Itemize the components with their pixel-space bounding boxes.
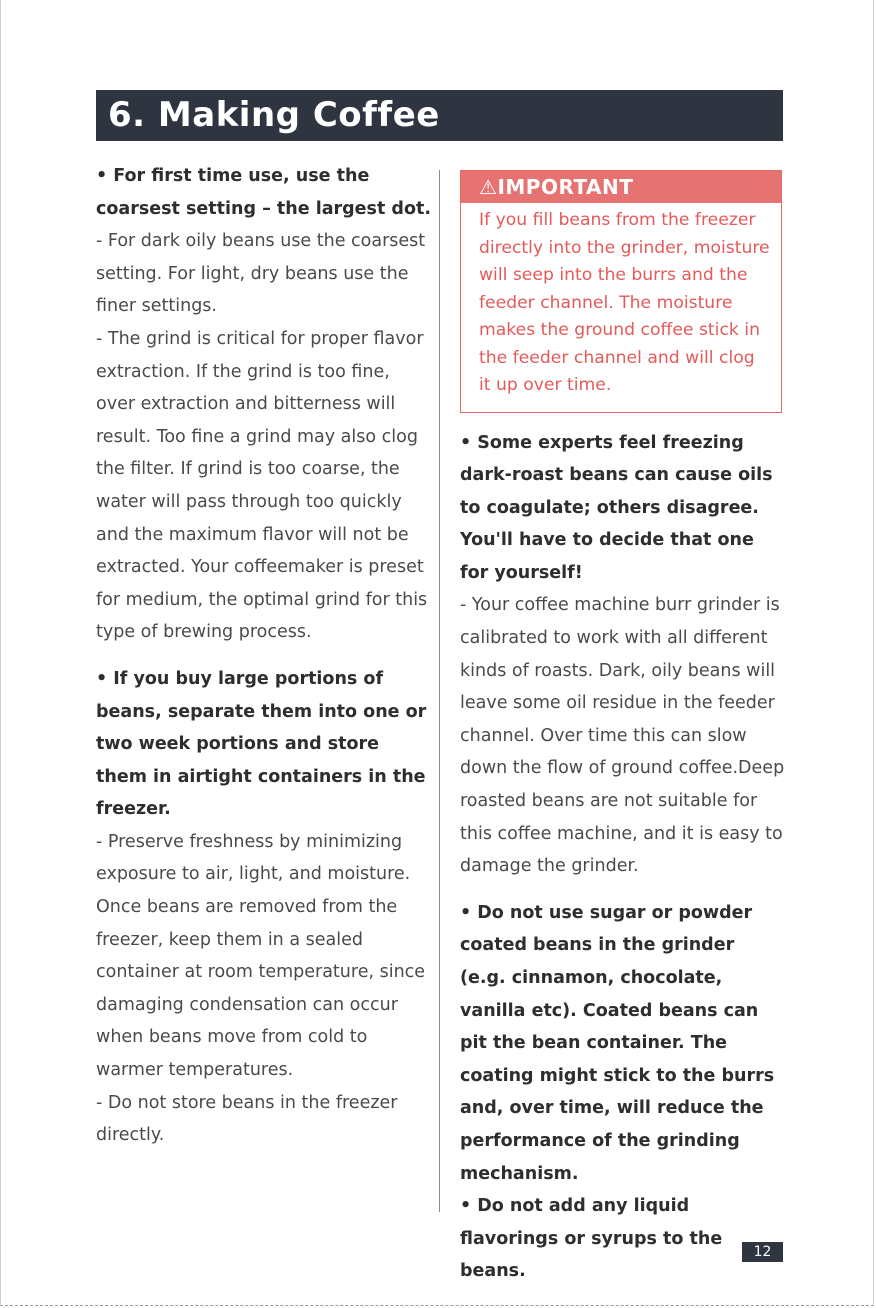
- page-title: 6. Making Coffee: [96, 90, 783, 141]
- important-header: [461, 171, 781, 203]
- liquid-flavorings-heading: • Do not add any liquid flavorings or syrups to the beans.: [460, 1196, 723, 1282]
- freshness-paragraph: - Preserve freshness by minimizing exposure to air, light, and moisture. Once beans are removed from the freezer, keep them in a sealed container at room temperature, since damaging condensation can occur when beans move from cold to warmer temperatures.: [96, 831, 426, 1081]
- page-number: 12: [742, 1242, 783, 1262]
- calibration-paragraph: - Your coffee machine burr grinder is calibrated to work with all different kinds of roasts. Dark, oily beans will leave some oil residue in the feeder channel. Over time this can slow down the flow of ground coffee.Deep roasted beans are not suitable for this coffee machine, and it is easy to damage the grinder.: [460, 595, 785, 877]
- column-divider: [439, 170, 440, 1212]
- left-column: [96, 160, 431, 1152]
- important-label: IMPORTANT: [497, 175, 634, 199]
- first-use-heading: • For first time use, use the coarsest setting – the largest dot.: [96, 166, 431, 219]
- important-notice: [460, 170, 782, 413]
- large-portions-heading: • If you buy large portions of beans, separate them into one or two week portions and store them in airtight containers in the freezer.: [96, 668, 427, 820]
- right-column: [460, 160, 785, 1288]
- coated-beans-heading: • Do not use sugar or powder coated beans in the grinder (e.g. cinnamon, chocolate, vanilla etc). Coated beans can pit the bean container. The coating might stick to the burrs and, over time, will reduce the performance of the grinding mechanism.: [460, 902, 775, 1184]
- experts-heading: • Some experts feel freezing dark-roast beans can cause oils to coagulate; others disagree. You'll have to decide that one for yourself!: [460, 432, 773, 583]
- oily-beans-paragraph: - For dark oily beans use the coarsest setting. For light, dry beans use the finer settings.: [96, 231, 426, 317]
- important-text: If you fill beans from the freezer directly into the grinder, moisture will seep into the burrs and the feeder channel. The moisture makes the ground coffee stick in the feeder channel and will clog it up over time.: [479, 210, 770, 395]
- warning-triangle-icon: ⚠: [479, 175, 498, 199]
- grind-paragraph: - The grind is critical for proper flavor extraction. If the grind is too fine, over extraction and bitterness will result. Too fine a grind may also clog the filter. If grind is too coarse, the water will pass through too quickly and the maximum flavor will not be extracted. Your coffeemaker is preset for medium, the optimal grind for this type of brewing process.: [96, 328, 428, 643]
- freezer-paragraph: - Do not store beans in the freezer directly.: [96, 1092, 398, 1146]
